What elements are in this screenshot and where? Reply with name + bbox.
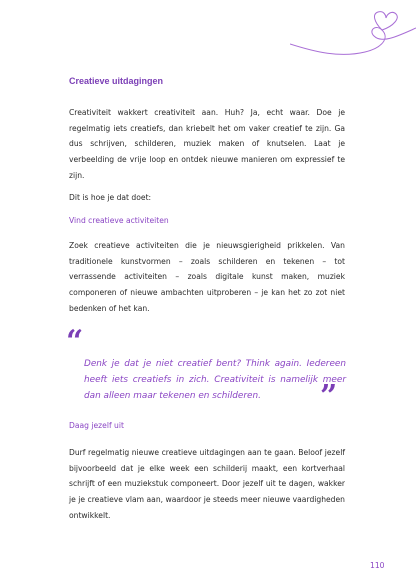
tip-1-body: Zoek creatieve activiteiten die je nieuwsgierigheid prikkelen. Van traditionele kunstvormen – zoals schilderen en tekenen – tot verrassende activiteiten – zoals digitale kunst maken, muziek componeren of nieuwe ambachten uitproberen – je kan het zo zot niet bedenken of het kan. [69, 241, 345, 313]
close-quote-icon: ” [320, 379, 338, 414]
pull-quote: Denk je dat je niet creatief bent? Think again. Iedereen heeft iets creatiefs in zich. Creativiteit is namelijk meer dan alleen maar tekenen en schilderen. [84, 359, 346, 401]
lead-in-text: Dit is hoe je dat doet: [69, 193, 152, 202]
tip-2-title: Daag jezelf uit [69, 421, 124, 430]
heart-swirl-icon [290, 0, 416, 62]
page-number: 110 [370, 561, 385, 570]
tip-2-body: Durf regelmatig nieuwe creatieve uitdagingen aan te gaan. Beloof jezelf bijvoorbeeld dat je elke week een schilderij maakt, een kortverhaal schrijft of een muziekstuk componeert. Door jezelf uit te dagen, wakker je je creatieve vlam aan, waardoor je steeds meer nieuwe vaardigheden ontwikkelt. [69, 448, 345, 520]
open-quote-icon: “ [66, 324, 84, 359]
intro-paragraph: Creativiteit wakkert creativiteit aan. Huh? Ja, echt waar. Doe je regelmatig iets creatiefs, dan kriebelt het om vaker creatief te zijn. Ga dus schrijven, schilderen, muziek maken of knutselen. Laat je verbeelding de vrije loop en ontdek nieuwe manieren om expressief te zijn. [69, 108, 345, 180]
section-title: Creatieve uitdagingen [69, 76, 164, 86]
tip-1-title: Vind creatieve activiteiten [69, 216, 169, 225]
